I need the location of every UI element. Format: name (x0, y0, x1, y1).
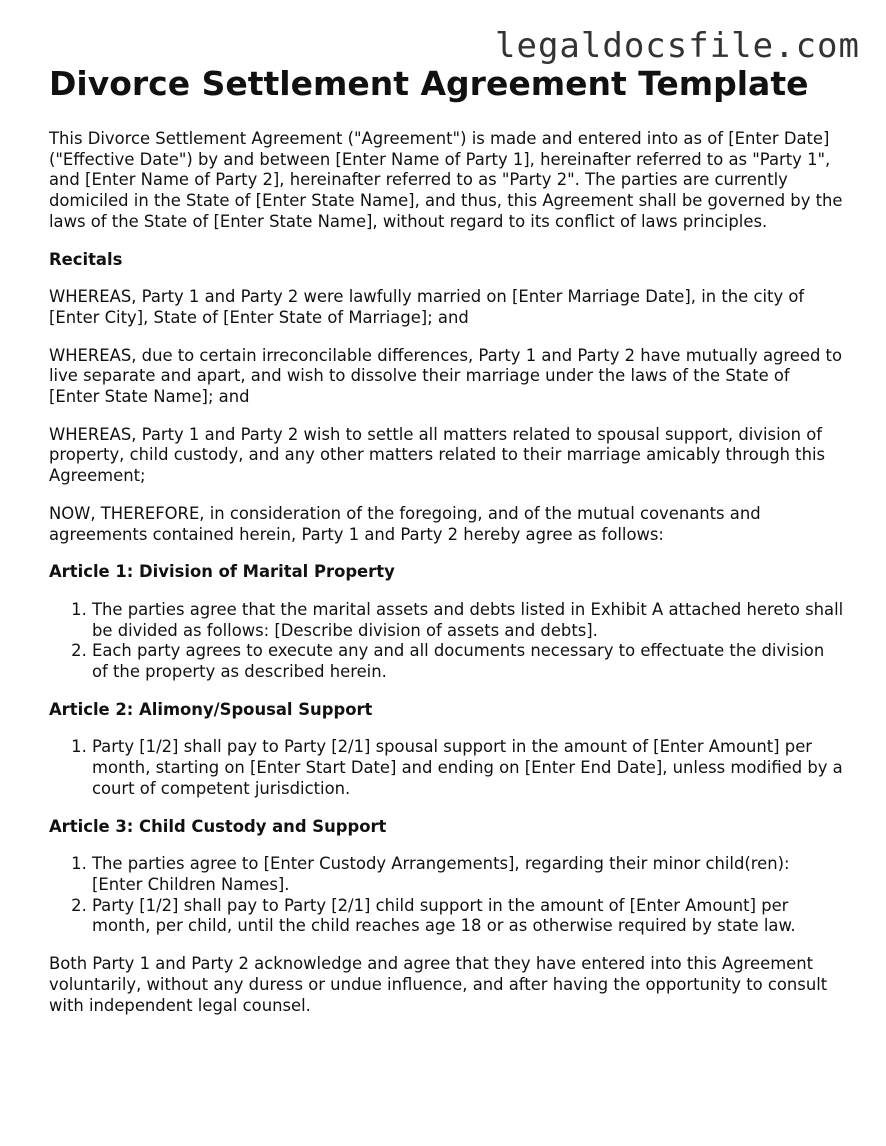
list-item: 2. Party [1/2] shall pay to Party [2/1] child support in the amount of [Enter Amount] per month, per child, until the child reaches age 18 or as otherwise required by state law. (92, 896, 845, 937)
article-3-heading: Article 3: Child Custody and Support (49, 816, 387, 836)
article-1-heading: Article 1: Division of Marital Property (49, 562, 395, 582)
closing-paragraph: Both Party 1 and Party 2 acknowledge and agree that they have entered into this Agreement voluntarily, without any duress or undue influence, and after having the opportunity to consult with independent legal counsel. (49, 954, 828, 1015)
document-page (49, 62, 845, 1033)
recitals-heading: Recitals (49, 249, 123, 269)
recital-paragraph: WHEREAS, due to certain irreconcilable differences, Party 1 and Party 2 have mutually agreed to live separate and apart, and wish to dissolve their marriage under the laws of the State of [Enter State Name]; and (49, 345, 843, 407)
list-item: 1. The parties agree to [Enter Custody Arrangements], regarding their minor child(ren): [Enter Children Names]. (92, 854, 845, 895)
article-2-list (49, 737, 845, 799)
article-3-list (49, 854, 845, 937)
watermark-text: legaldocsfile.com (495, 26, 860, 66)
recital-paragraph: WHEREAS, Party 1 and Party 2 were lawfully married on [Enter Marriage Date], in the city of [Enter City], State of [Enter State of Marriage]; and (49, 287, 805, 327)
list-item: 2. Each party agrees to execute any and all documents necessary to effectuate the division of the property as described herein. (92, 641, 845, 682)
article-2-heading: Article 2: Alimony/Spousal Support (49, 699, 373, 719)
list-item: 1. Party [1/2] shall pay to Party [2/1] spousal support in the amount of [Enter Amount] per month, starting on [Enter Start Date] and ending on [Enter End Date], unless modified by a court of competent jurisdiction. (92, 737, 845, 799)
recital-paragraph: WHEREAS, Party 1 and Party 2 wish to settle all matters related to spousal support, division of property, child custody, and any other matters related to their marriage amicably through this Agreement; (49, 424, 826, 486)
document-title: Divorce Settlement Agreement Template (49, 64, 809, 103)
therefore-paragraph: NOW, THEREFORE, in consideration of the foregoing, and of the mutual covenants and agreements contained herein, Party 1 and Party 2 hereby agree as follows: (49, 503, 761, 544)
article-1-list (49, 600, 845, 683)
list-item: 1. The parties agree that the marital assets and debts listed in Exhibit A attached hereto shall be divided as follows: [Describe division of assets and debts]. (92, 600, 845, 641)
intro-paragraph: This Divorce Settlement Agreement ("Agreement") is made and entered into as of [Enter Date] ("Effective Date") by and between [Enter Name of Party 1], hereinafter referred to as "Party 1", and [Enter Name of Party 2], hereinafter referred to as "Party 2". The parties are currently domiciled in the State of [Enter State Name], and thus, this Agreement shall be governed by the laws of the State of [Enter State Name], without regard to its conflict of laws principles. (49, 129, 843, 231)
